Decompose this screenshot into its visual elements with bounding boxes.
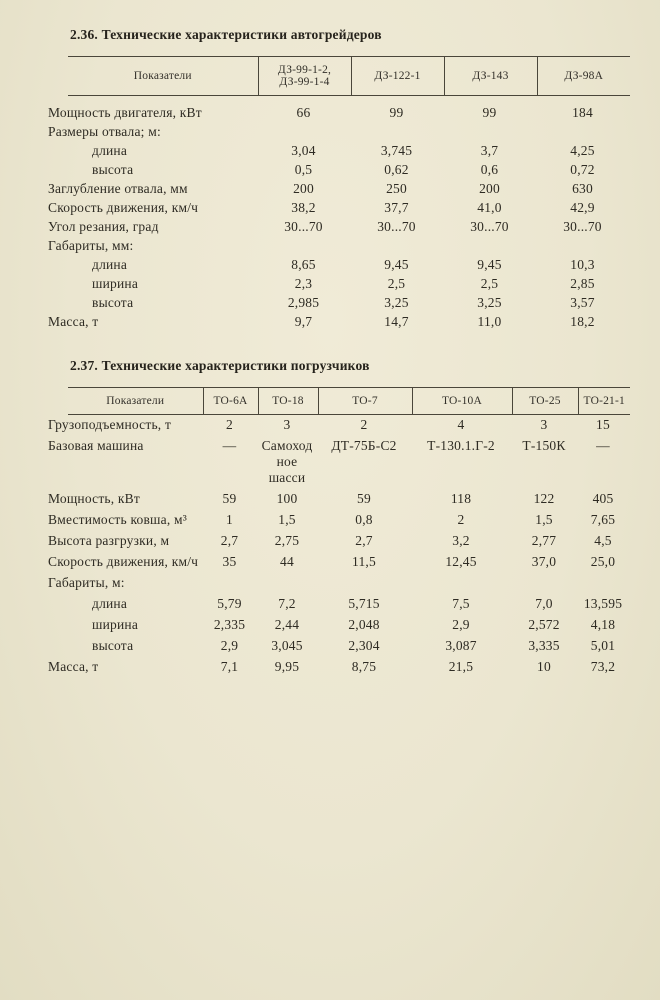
table-row (68, 573, 630, 594)
cell-value (537, 237, 630, 256)
cell-value: 30...70 (470, 219, 509, 234)
cell-value: 2 (226, 417, 233, 432)
cell-value: 99 (482, 105, 497, 120)
column-header-model: ДЗ-98А (537, 57, 630, 96)
cell-value: 4,18 (590, 617, 616, 632)
cell-value: 21,5 (448, 659, 474, 674)
row-label: Мощность двигателя, кВт (48, 105, 202, 120)
cell-value: 100 (276, 491, 298, 506)
column-header-model: ТО-10А (412, 387, 512, 414)
cell-value: 8,75 (351, 659, 377, 674)
cell-value: 1 (226, 512, 233, 527)
cell-value: — (596, 438, 610, 453)
cell-value: 250 (386, 181, 407, 196)
cell-value: 7,65 (590, 512, 616, 527)
cell-value: 2,572 (528, 617, 560, 632)
cell-value (318, 573, 412, 594)
graders-table-header (68, 57, 630, 96)
cell-value: 4,5 (594, 533, 612, 548)
cell-value: 2,7 (355, 533, 373, 548)
table-row (68, 615, 630, 636)
cell-value: 11,0 (477, 314, 502, 329)
cell-value: 184 (572, 105, 593, 120)
table-row (68, 218, 630, 237)
cell-value (258, 573, 318, 594)
cell-value: 118 (450, 491, 472, 506)
cell-value: 14,7 (384, 314, 409, 329)
table-row (68, 552, 630, 573)
table-row (68, 199, 630, 218)
cell-value (351, 123, 444, 142)
column-header-model: ТО-25 (512, 387, 578, 414)
table-row (68, 275, 630, 294)
row-label: ширина (92, 617, 139, 632)
cell-value: 38,2 (291, 200, 316, 215)
table-row (68, 657, 630, 678)
cell-value: 8,65 (291, 257, 316, 272)
table-row (68, 142, 630, 161)
row-label: Грузоподъемность, т (48, 417, 172, 432)
row-label: Размеры отвала; м: (48, 124, 161, 139)
cell-value: 2,44 (274, 617, 300, 632)
cell-value: 99 (389, 105, 404, 120)
column-header-indicators: Показатели (68, 57, 258, 96)
table-row (68, 123, 630, 142)
table-row (68, 256, 630, 275)
cell-value: 630 (572, 181, 593, 196)
cell-value: 0,5 (294, 162, 313, 177)
row-label: Скорость движения, км/ч (48, 200, 199, 215)
cell-value: 9,95 (274, 659, 300, 674)
row-label: Базовая машина (48, 438, 144, 453)
cell-value (258, 237, 351, 256)
row-label: высота (92, 162, 134, 177)
row-label: Угол резания, град (48, 219, 159, 234)
cell-value: 12,45 (445, 554, 477, 569)
cell-value: 0,72 (570, 162, 595, 177)
table-row (68, 414, 630, 436)
cell-value: 2,75 (274, 533, 300, 548)
cell-value: 10,3 (570, 257, 595, 272)
cell-value (537, 123, 630, 142)
cell-value: 3,25 (384, 295, 409, 310)
cell-value: — (222, 438, 237, 453)
row-label: ширина (92, 276, 139, 291)
section-2-37-heading: 2.37. Технические характеристики погрузчиков (70, 357, 370, 373)
cell-value: 3 (283, 417, 291, 432)
cell-value: 405 (592, 491, 614, 506)
cell-value: 9,7 (294, 314, 313, 329)
cell-value: 10 (537, 659, 551, 674)
cell-value: 1,5 (278, 512, 296, 527)
cell-value: 122 (533, 491, 555, 506)
cell-value: 18,2 (570, 314, 595, 329)
table-row (68, 313, 630, 332)
table-row (68, 237, 630, 256)
cell-value: 4 (457, 417, 465, 432)
cell-value: Т-130.1.Г-2 (427, 438, 495, 453)
cell-value (351, 237, 444, 256)
cell-value: 5,01 (590, 638, 616, 653)
cell-value: 7,1 (220, 659, 239, 674)
cell-value: 3 (540, 417, 548, 432)
row-label: Масса, т (48, 314, 99, 329)
cell-value: 3,57 (570, 295, 595, 310)
section-2-36-heading: 2.36. Технические характеристики автогрейдеров (70, 27, 382, 42)
cell-value: 35 (222, 554, 237, 569)
cell-value: 2,7 (220, 533, 239, 548)
cell-value: 200 (479, 181, 500, 196)
table-row (68, 510, 630, 531)
cell-value: 44 (280, 554, 294, 569)
cell-value: 59 (222, 491, 237, 506)
table-row (68, 489, 630, 510)
cell-value: 2 (360, 417, 368, 432)
table-header-row (68, 387, 630, 414)
cell-value: 11,5 (352, 554, 376, 569)
table-row (68, 436, 630, 489)
table-row (68, 594, 630, 615)
cell-value: 2,77 (531, 533, 557, 548)
graders-table-body (48, 96, 630, 332)
cell-value: 3,25 (477, 295, 502, 310)
cell-value: 25,0 (590, 554, 616, 569)
cell-value: 5,79 (217, 596, 242, 611)
cell-value: 2,3 (294, 276, 313, 291)
row-label: Вместимость ковша, м³ (48, 512, 187, 527)
cell-value: 7,0 (535, 596, 553, 611)
column-header-model: ТО-6А (203, 387, 258, 414)
cell-value: 3,335 (528, 638, 560, 653)
row-label: длина (92, 257, 128, 272)
cell-value: 66 (296, 105, 311, 120)
cell-value: 59 (357, 491, 371, 506)
cell-value: 37,7 (384, 200, 409, 215)
cell-value (444, 237, 537, 256)
row-label: длина (92, 143, 128, 158)
row-label: высота (92, 638, 134, 653)
cell-value: 2,9 (220, 638, 239, 653)
cell-value (258, 123, 351, 142)
column-header-model: ДЗ-122-1 (351, 57, 444, 96)
cell-value: Самоходное шасси (261, 438, 313, 485)
cell-value: 30...70 (563, 219, 602, 234)
cell-value: 3,045 (271, 638, 303, 653)
cell-value: 2,335 (213, 617, 246, 632)
row-label: длина (92, 596, 128, 611)
cell-value (578, 573, 630, 594)
table-row (68, 96, 630, 123)
cell-value: 0,8 (355, 512, 373, 527)
cell-value: 15 (596, 417, 610, 432)
cell-value: 3,087 (445, 638, 477, 653)
cell-value: 30...70 (377, 219, 416, 234)
loaders-table-header (68, 387, 630, 414)
row-label: Масса, т (48, 659, 99, 674)
cell-value: 9,45 (384, 257, 409, 272)
table-header-row (68, 57, 630, 96)
cell-value: Т-150К (522, 438, 566, 453)
cell-value: 1,5 (535, 512, 553, 527)
cell-value: 2,9 (452, 617, 470, 632)
cell-value: 2 (457, 512, 465, 527)
cell-value: 2,5 (387, 276, 406, 291)
cell-value: 3,2 (452, 533, 470, 548)
cell-value: 200 (293, 181, 314, 196)
column-header-model: ДЗ-99-1-2, ДЗ-99-1-4 (258, 57, 351, 96)
row-label: Скорость движения, км/ч (48, 554, 199, 569)
cell-value: 4,25 (570, 143, 595, 158)
cell-value: 2,048 (348, 617, 380, 632)
cell-value: 2,5 (480, 276, 499, 291)
cell-value: 3,04 (291, 143, 316, 158)
cell-value: ДТ-75Б-С2 (331, 438, 397, 453)
cell-value: 9,45 (477, 257, 502, 272)
row-label: высота (92, 295, 134, 310)
cell-value: 73,2 (590, 659, 616, 674)
cell-value: 7,5 (452, 596, 470, 611)
cell-value: 13,595 (583, 596, 623, 611)
cell-value (412, 573, 512, 594)
loaders-table-body (48, 414, 630, 678)
cell-value (512, 573, 578, 594)
table-row (68, 294, 630, 313)
column-header-model: ТО-7 (318, 387, 412, 414)
cell-value: 3,745 (380, 143, 413, 158)
table-row (68, 636, 630, 657)
cell-value: 2,985 (287, 295, 320, 310)
loaders-table (48, 387, 630, 678)
table-row (68, 180, 630, 199)
row-label: Габариты, м: (48, 575, 125, 590)
cell-value: 2,85 (570, 276, 595, 291)
row-label: Высота разгрузки, м (48, 533, 170, 548)
column-header-model: ДЗ-143 (444, 57, 537, 96)
row-label: Мощность, кВт (48, 491, 140, 506)
cell-value: 7,2 (278, 596, 296, 611)
cell-value: 41,0 (477, 200, 502, 215)
column-header-indicators: Показатели (68, 387, 203, 414)
cell-value: 5,715 (348, 596, 380, 611)
cell-value (203, 573, 258, 594)
cell-value: 30...70 (284, 219, 323, 234)
cell-value (444, 123, 537, 142)
graders-table (48, 56, 630, 332)
cell-value: 2,304 (348, 638, 380, 653)
table-row (68, 161, 630, 180)
cell-value: 42,9 (570, 200, 595, 215)
cell-value: 3,7 (480, 143, 499, 158)
cell-value: 37,0 (531, 554, 557, 569)
row-label: Заглубление отвала, мм (48, 181, 188, 196)
cell-value: 0,6 (480, 162, 499, 177)
column-header-model: ТО-18 (258, 387, 318, 414)
row-label: Габариты, мм: (48, 238, 134, 253)
table-row (68, 531, 630, 552)
cell-value: 0,62 (384, 162, 409, 177)
column-header-model: ТО-21-1 (578, 387, 630, 414)
